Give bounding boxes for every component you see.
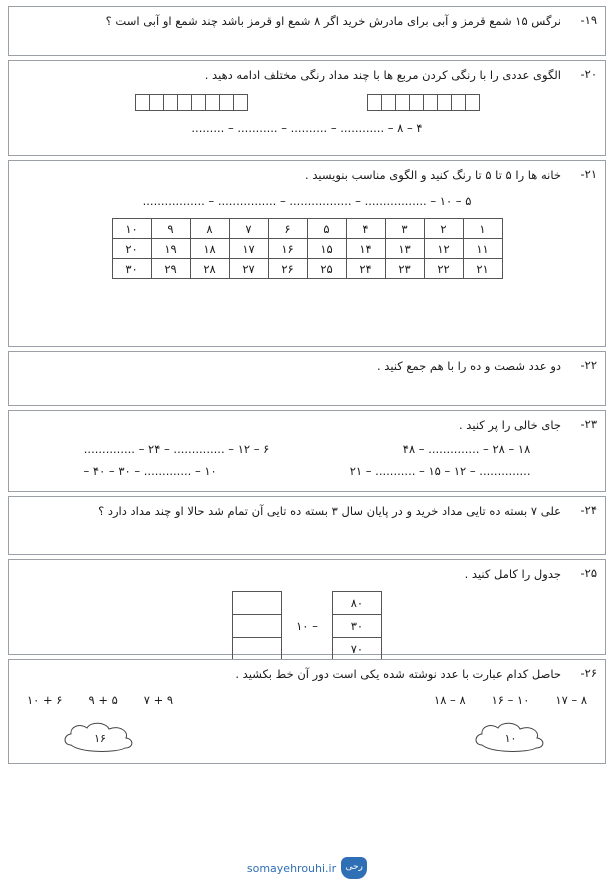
grid-cell[interactable]: ۲۴ (346, 259, 385, 279)
operator-label: – ۱۰ (296, 619, 318, 634)
question-number: ۲۵- (580, 566, 597, 580)
expression[interactable]: ۹ + ۵ (88, 693, 118, 708)
expression[interactable]: ۱۰ + ۶ (27, 693, 63, 708)
question-number: ۲۲- (580, 358, 597, 372)
pattern-cell[interactable] (409, 94, 424, 111)
fill-blank-sequence[interactable]: ۱۸ – ۲۸ – .............. – ۴۸ (402, 442, 531, 457)
grid-cell[interactable]: ۲۲ (424, 259, 463, 279)
expression-line (434, 693, 587, 707)
cloud-shape (472, 721, 550, 755)
grid-cell[interactable]: ۲۵ (307, 259, 346, 279)
table-row (233, 638, 282, 661)
question-number: ۲۱- (580, 167, 597, 181)
fill-blank-row-2 (17, 464, 597, 478)
pattern-cell[interactable] (177, 94, 192, 111)
grid-cell[interactable]: ۱۷ (229, 239, 268, 259)
pattern-cell[interactable] (135, 94, 150, 111)
logo-label: رحی (345, 861, 363, 872)
pattern-cell[interactable] (381, 94, 396, 111)
question-text: علی ۷ بسته ده تایی مداد خرید و در پایان سال ۳ بسته ده تایی آن تمام شد حالا او چند مداد دارد ؟ (98, 504, 561, 518)
fill-blank-sequence[interactable]: ۶ – ۱۲ – .............. – ۲۴ – .............. (83, 442, 270, 457)
table-row (233, 615, 282, 638)
grid-cell[interactable]: ۲۷ (229, 259, 268, 279)
question-26 (8, 659, 606, 764)
table-row (112, 239, 502, 259)
pattern-cell[interactable] (423, 94, 438, 111)
pattern-box-row (17, 94, 597, 111)
value-cell: ۸۰ (332, 592, 381, 615)
pattern-cell[interactable] (233, 94, 248, 111)
value-cell: ۷۰ (332, 638, 381, 661)
pattern-sequence-blanks[interactable]: ۴ – ۸ – ............ – .......... – ........... – ......... (191, 121, 423, 136)
answer-cell[interactable] (233, 638, 282, 661)
cloud-shape (61, 721, 139, 755)
answer-values-table[interactable] (232, 591, 282, 661)
grid-cell[interactable]: ۲۳ (385, 259, 424, 279)
grid-cell[interactable]: ۱۹ (151, 239, 190, 259)
expression[interactable]: ۱۸ – ۸ (434, 693, 466, 708)
site-logo-icon (341, 857, 367, 879)
pattern-box-group-left[interactable] (367, 94, 479, 111)
question-text: خانه ها را ۵ تا ۵ تا رنگ کنید و الگوی مناسب بنویسید . (305, 168, 561, 182)
question-number: ۲۴- (580, 503, 597, 517)
question-25 (8, 559, 606, 655)
expression-group-left (27, 693, 173, 755)
grid-cell[interactable]: ۲۱ (463, 259, 502, 279)
question-text: جدول را کامل کنید . (464, 567, 561, 581)
expression-groups (17, 693, 597, 755)
input-values-table (332, 591, 382, 661)
question-22 (8, 351, 606, 406)
pattern-cell[interactable] (367, 94, 382, 111)
pattern-cell[interactable] (395, 94, 410, 111)
table-row (332, 592, 381, 615)
cloud-number: ۱۶ (94, 732, 106, 746)
table-row (112, 259, 502, 279)
grid-cell[interactable]: ۱ (463, 219, 502, 239)
question-number: ۲۰- (580, 67, 597, 81)
grid-cell[interactable]: ۱۴ (346, 239, 385, 259)
question-number: ۲۳- (580, 417, 597, 431)
pattern-cell[interactable] (205, 94, 220, 111)
grid-cell[interactable]: ۱۱ (463, 239, 502, 259)
number-grid[interactable] (112, 218, 503, 279)
cloud-number: ۱۰ (504, 732, 517, 746)
grid-cell[interactable]: ۴ (346, 219, 385, 239)
pattern-sequence-blanks[interactable]: ۵ – ۱۰ – ................. – ................. – ................ – ................. (142, 194, 472, 209)
grid-cell[interactable]: ۱۶ (268, 239, 307, 259)
grid-cell[interactable]: ۳۰ (112, 259, 151, 279)
question-21 (8, 160, 606, 347)
grid-cell[interactable]: ۱۸ (190, 239, 229, 259)
question-text: نرگس ۱۵ شمع قرمز و آبی برای مادرش خرید اگر ۸ شمع او قرمز باشد چند شمع او آبی است ؟ (105, 14, 561, 28)
fill-blank-sequence[interactable]: ۱۰ – ............. – ۳۰ – ۴۰ – (83, 464, 217, 479)
question-20 (8, 60, 606, 156)
expression-group-right (434, 693, 587, 755)
subtraction-table (17, 591, 597, 661)
question-text: دو عدد شصت و ده را با هم جمع کنید . (376, 359, 561, 373)
grid-cell[interactable]: ۲۶ (268, 259, 307, 279)
table-row (332, 638, 381, 661)
grid-cell[interactable]: ۲ (424, 219, 463, 239)
grid-cell[interactable]: ۱۰ (112, 219, 151, 239)
footer (0, 857, 614, 879)
pattern-cell[interactable] (437, 94, 452, 111)
table-row (332, 615, 381, 638)
question-number: ۲۶- (580, 666, 597, 680)
expression[interactable]: ۱۶ – ۱۰ (491, 693, 530, 708)
pattern-cell[interactable] (451, 94, 466, 111)
pattern-cell[interactable] (163, 94, 178, 111)
grid-cell[interactable]: ۱۳ (385, 239, 424, 259)
site-url: somayehrouhi.ir (246, 861, 337, 875)
expression[interactable]: ۱۷ – ۸ (555, 693, 587, 708)
pattern-cell[interactable] (219, 94, 234, 111)
table-row (112, 219, 502, 239)
question-24 (8, 496, 606, 555)
pattern-cell[interactable] (191, 94, 206, 111)
pattern-cell[interactable] (465, 94, 480, 111)
grid-cell[interactable]: ۶ (268, 219, 307, 239)
question-text: جای خالی را پر کنید . (459, 418, 561, 432)
table-row (233, 592, 282, 615)
grid-cell[interactable]: ۱۵ (307, 239, 346, 259)
question-text: الگوی عددی را با رنگی کردن مربع ها با چند مداد رنگی مختلف ادامه دهید . (204, 68, 561, 82)
fill-blank-sequence[interactable]: .............. – ۱۲ – ۱۵ – ........... – ۲۱ (349, 464, 531, 479)
answer-cell[interactable] (233, 615, 282, 638)
grid-cell[interactable]: ۷ (229, 219, 268, 239)
grid-cell[interactable]: ۹ (151, 219, 190, 239)
grid-cell[interactable]: ۲۰ (112, 239, 151, 259)
grid-cell[interactable]: ۲۹ (151, 259, 190, 279)
question-text: حاصل کدام عبارت با عدد نوشته شده یکی است دور آن خط بکشید . (235, 667, 561, 681)
expression-line (27, 693, 173, 707)
fill-blank-row-1 (17, 442, 597, 456)
pattern-box-group-right[interactable] (135, 94, 247, 111)
grid-cell[interactable]: ۱۲ (424, 239, 463, 259)
question-19 (8, 6, 606, 56)
question-23 (8, 410, 606, 492)
grid-cell[interactable]: ۵ (307, 219, 346, 239)
grid-cell[interactable]: ۸ (190, 219, 229, 239)
answer-cell[interactable] (233, 592, 282, 615)
grid-cell[interactable]: ۳ (385, 219, 424, 239)
expression[interactable]: ۷ + ۹ (143, 693, 174, 708)
pattern-cell[interactable] (149, 94, 164, 111)
grid-cell[interactable]: ۲۸ (190, 259, 229, 279)
value-cell: ۳۰ (332, 615, 381, 638)
question-number: ۱۹- (580, 13, 597, 27)
